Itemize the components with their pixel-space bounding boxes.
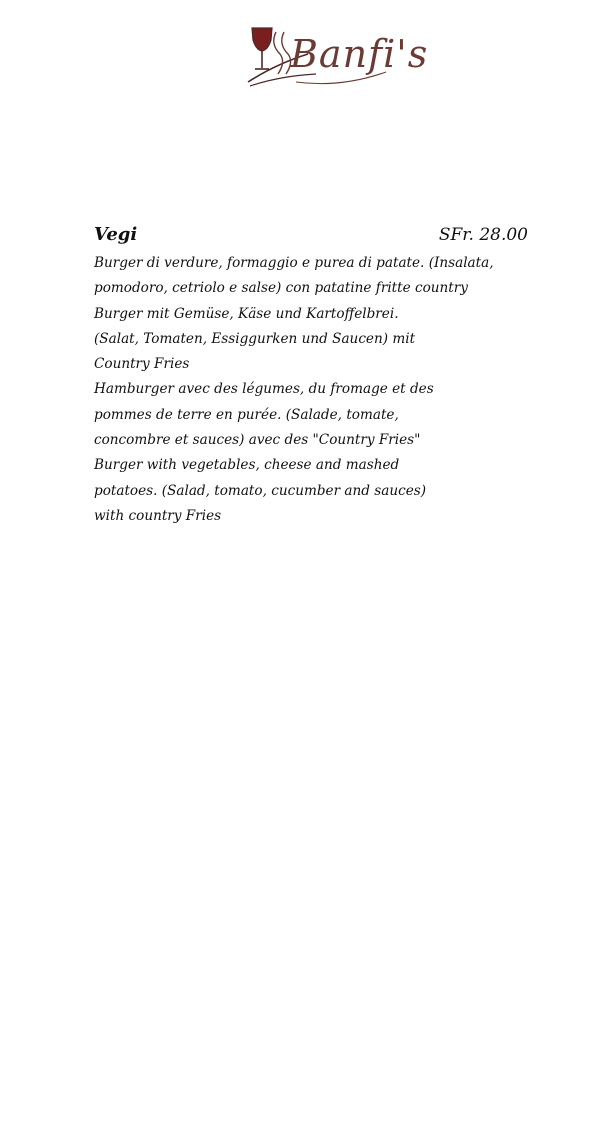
description-line: Burger with vegetables, cheese and mashed [94, 457, 400, 474]
description-line: pommes de terre en purée. (Salade, tomate, [94, 406, 399, 423]
description-line: potatoes. (Salad, tomato, cucumber and sauces) [94, 482, 427, 499]
menu-item [94, 224, 528, 529]
description-line: Burger mit Gemüse, Käse und Kartoffelbrei. [94, 305, 399, 322]
description-line: with country Fries [94, 507, 222, 524]
description-line: concombre et sauces) avec des "Country Fries" [94, 432, 421, 449]
menu-item-price: SFr. 28.00 [438, 225, 528, 245]
restaurant-logo [246, 24, 429, 92]
menu-item-name: Vegi [94, 224, 138, 245]
menu-item-description [94, 251, 528, 529]
description-line: Country Fries [94, 356, 190, 373]
description-line: Hamburger avec des légumes, du fromage et des [94, 381, 434, 398]
description-line: Burger di verdure, formaggio e purea di patate. (Insalata, [94, 255, 494, 271]
menu-item-header [94, 224, 528, 249]
description-line: (Salat, Tomaten, Essiggurken und Saucen) mit [94, 330, 416, 347]
logo-wordmark: Banfi's [290, 32, 429, 76]
description-line: pomodoro, cetriolo e salse) con patatine fritte country [94, 280, 468, 297]
